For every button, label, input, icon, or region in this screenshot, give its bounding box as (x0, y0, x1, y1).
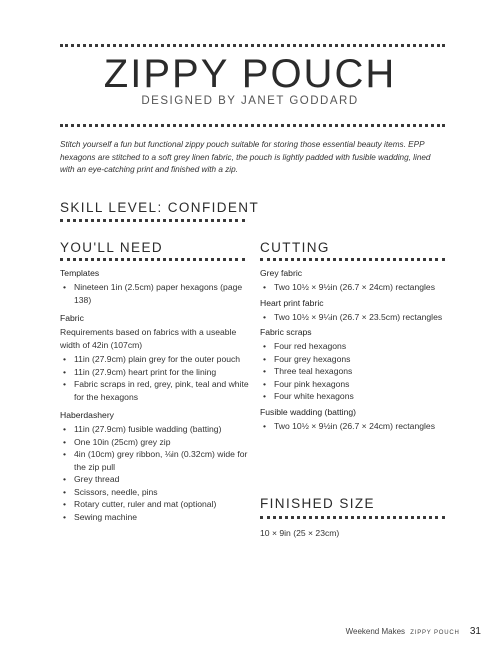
finished-size-value: 10 × 9in (25 × 23cm) (260, 528, 340, 538)
finished-size-heading: FINISHED SIZE (260, 496, 375, 511)
list-item: • Sewing machine (60, 511, 255, 524)
fabric-scraps-title: Fabric scraps (260, 327, 312, 337)
cutting-heading: CUTTING (260, 240, 330, 255)
footer-section: ZIPPY POUCH (410, 630, 460, 636)
intro-paragraph: Stitch yourself a fun but functional zippy pouch suitable for storing those essential beauty items. EPP hexagons are stitched to a soft grey linen fabric, the pouch is lightly padded with fusible wadding, lined with an eye-catching print and finished with a zip. (60, 140, 431, 174)
list-item: • One 10in (25cm) grey zip (60, 436, 255, 449)
finished-size-dotted-rule (260, 516, 445, 519)
youll-need-heading: YOU'LL NEED (60, 240, 164, 255)
heart-print-title: Heart print fabric (260, 297, 324, 308)
templates-list (60, 281, 255, 306)
list-item: • 11in (27.9cm) fusible wadding (batting) (60, 423, 255, 436)
list-item: • Rotary cutter, ruler and mat (optional) (60, 498, 255, 511)
list-item: • 11in (27.9cm) heart print for the lining (60, 366, 255, 379)
haberdashery-title: Haberdashery (60, 410, 114, 420)
header-bottom-dotted-rule (60, 124, 445, 127)
list-item: • Four white hexagons (260, 390, 445, 403)
youll-need-column (60, 268, 255, 530)
grey-fabric-list (260, 281, 445, 294)
list-item: • Four grey hexagons (260, 353, 445, 366)
haberdashery-group (60, 410, 255, 523)
cutting-dotted-rule (260, 258, 445, 261)
skill-level-heading: SKILL LEVEL: CONFIDENT (60, 200, 260, 215)
fabric-group (60, 313, 255, 403)
fabric-title: Fabric (60, 313, 84, 323)
list-item: • Fabric scraps in red, grey, pink, teal and white for the hexagons (60, 378, 255, 403)
fusible-wadding-list (260, 420, 445, 433)
youll-need-dotted-rule (60, 258, 245, 261)
list-item: • Four red hexagons (260, 340, 445, 353)
list-item: • Nineteen 1in (2.5cm) paper hexagons (page 138) (60, 281, 255, 306)
list-item: • Grey thread (60, 473, 255, 486)
fabric-scraps-list (260, 340, 445, 403)
heart-print-list (260, 311, 445, 324)
list-item: • Two 10½ × 9½in (26.7 × 24cm) rectangles (260, 420, 445, 433)
page-footer (346, 626, 481, 637)
list-item: • Two 10½ × 9¼in (26.7 × 23.5cm) rectangles (260, 311, 445, 324)
list-item: • Four pink hexagons (260, 378, 445, 391)
haberdashery-list (60, 423, 255, 523)
list-item: • 4in (10cm) grey ribbon, ⅛in (0.32cm) wide for the zip pull (60, 448, 255, 473)
top-dotted-rule (60, 44, 445, 47)
templates-group (60, 268, 255, 306)
list-item: • 11in (27.9cm) plain grey for the outer pouch (60, 353, 255, 366)
designer-byline: DESIGNED BY JANET GODDARD (141, 95, 359, 107)
footer-book-title: Weekend Makes (345, 627, 406, 636)
templates-title: Templates (60, 268, 100, 278)
page-title: ZIPPY POUCH (103, 52, 397, 96)
list-item: • Three teal hexagons (260, 365, 445, 378)
list-item: • Two 10½ × 9½in (26.7 × 24cm) rectangles (260, 281, 445, 294)
grey-fabric-title: Grey fabric (260, 268, 303, 278)
page-number: 31 (469, 626, 481, 637)
cutting-column (260, 268, 445, 432)
skill-dotted-rule (60, 219, 245, 222)
fabric-note: Requirements based on fabrics with a useable width of 42in (107cm) (60, 327, 237, 350)
fabric-list (60, 353, 255, 403)
list-item: • Scissors, needle, pins (60, 486, 255, 499)
fusible-wadding-title: Fusible wadding (batting) (260, 406, 357, 417)
